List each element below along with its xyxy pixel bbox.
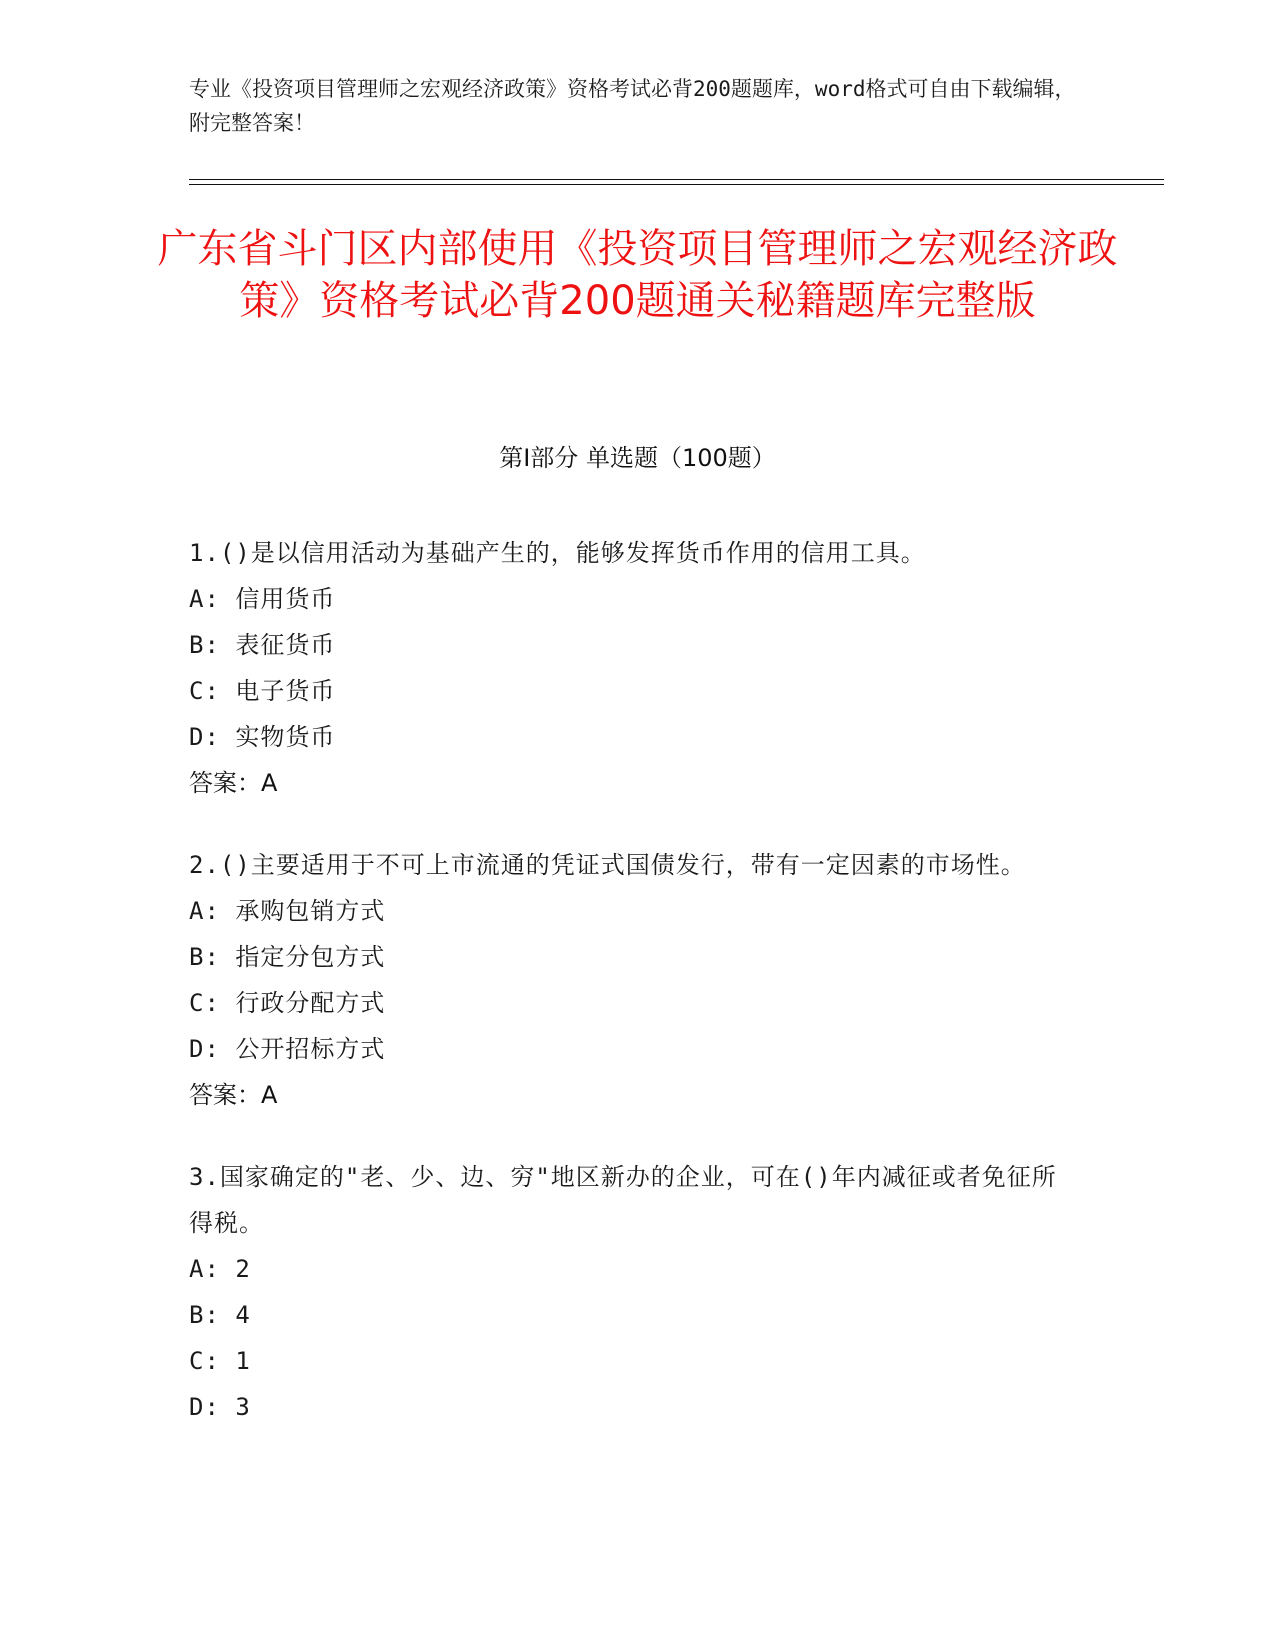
question-stem: 3.国家确定的"老、少、边、穷"地区新办的企业，可在()年内减征或者免征所得税。	[189, 1163, 1057, 1237]
option-d: D: 公开招标方式	[189, 1035, 386, 1063]
option-c: C: 行政分配方式	[189, 989, 386, 1017]
answer: 答案：A	[189, 769, 278, 797]
option-a: A: 2	[189, 1255, 251, 1283]
question-stem: 2.()主要适用于不可上市流通的凭证式国债发行，带有一定因素的市场性。	[189, 851, 1026, 879]
header-note: 专业《投资项目管理师之宏观经济政策》资格考试必背200题题库，word格式可自由下载编辑，附完整答案！	[189, 77, 1076, 135]
header-divider-bottom	[189, 184, 1164, 185]
option-a: A: 信用货币	[189, 585, 336, 613]
option-b: B: 指定分包方式	[189, 943, 386, 971]
question-stem: 1.()是以信用活动为基础产生的，能够发挥货币作用的信用工具。	[189, 539, 926, 567]
option-d: D: 实物货币	[189, 723, 336, 751]
question-3	[189, 1154, 1069, 1430]
header-divider-top	[189, 179, 1164, 180]
document-title: 广东省斗门区内部使用《投资项目管理师之宏观经济政策》资格考试必背200题通关秘籍题库完整版	[157, 226, 1118, 324]
question-1	[189, 530, 1069, 806]
option-c: C: 电子货币	[189, 677, 336, 705]
question-list	[189, 530, 1069, 1466]
question-2	[189, 842, 1069, 1118]
option-a: A: 承购包销方式	[189, 897, 386, 925]
option-d: D: 3	[189, 1393, 251, 1421]
option-b: B: 4	[189, 1301, 251, 1329]
answer: 答案：A	[189, 1081, 278, 1109]
option-c: C: 1	[189, 1347, 251, 1375]
option-b: B: 表征货币	[189, 631, 336, 659]
section-heading: 第Ⅰ部分 单选题（100题）	[499, 444, 776, 472]
